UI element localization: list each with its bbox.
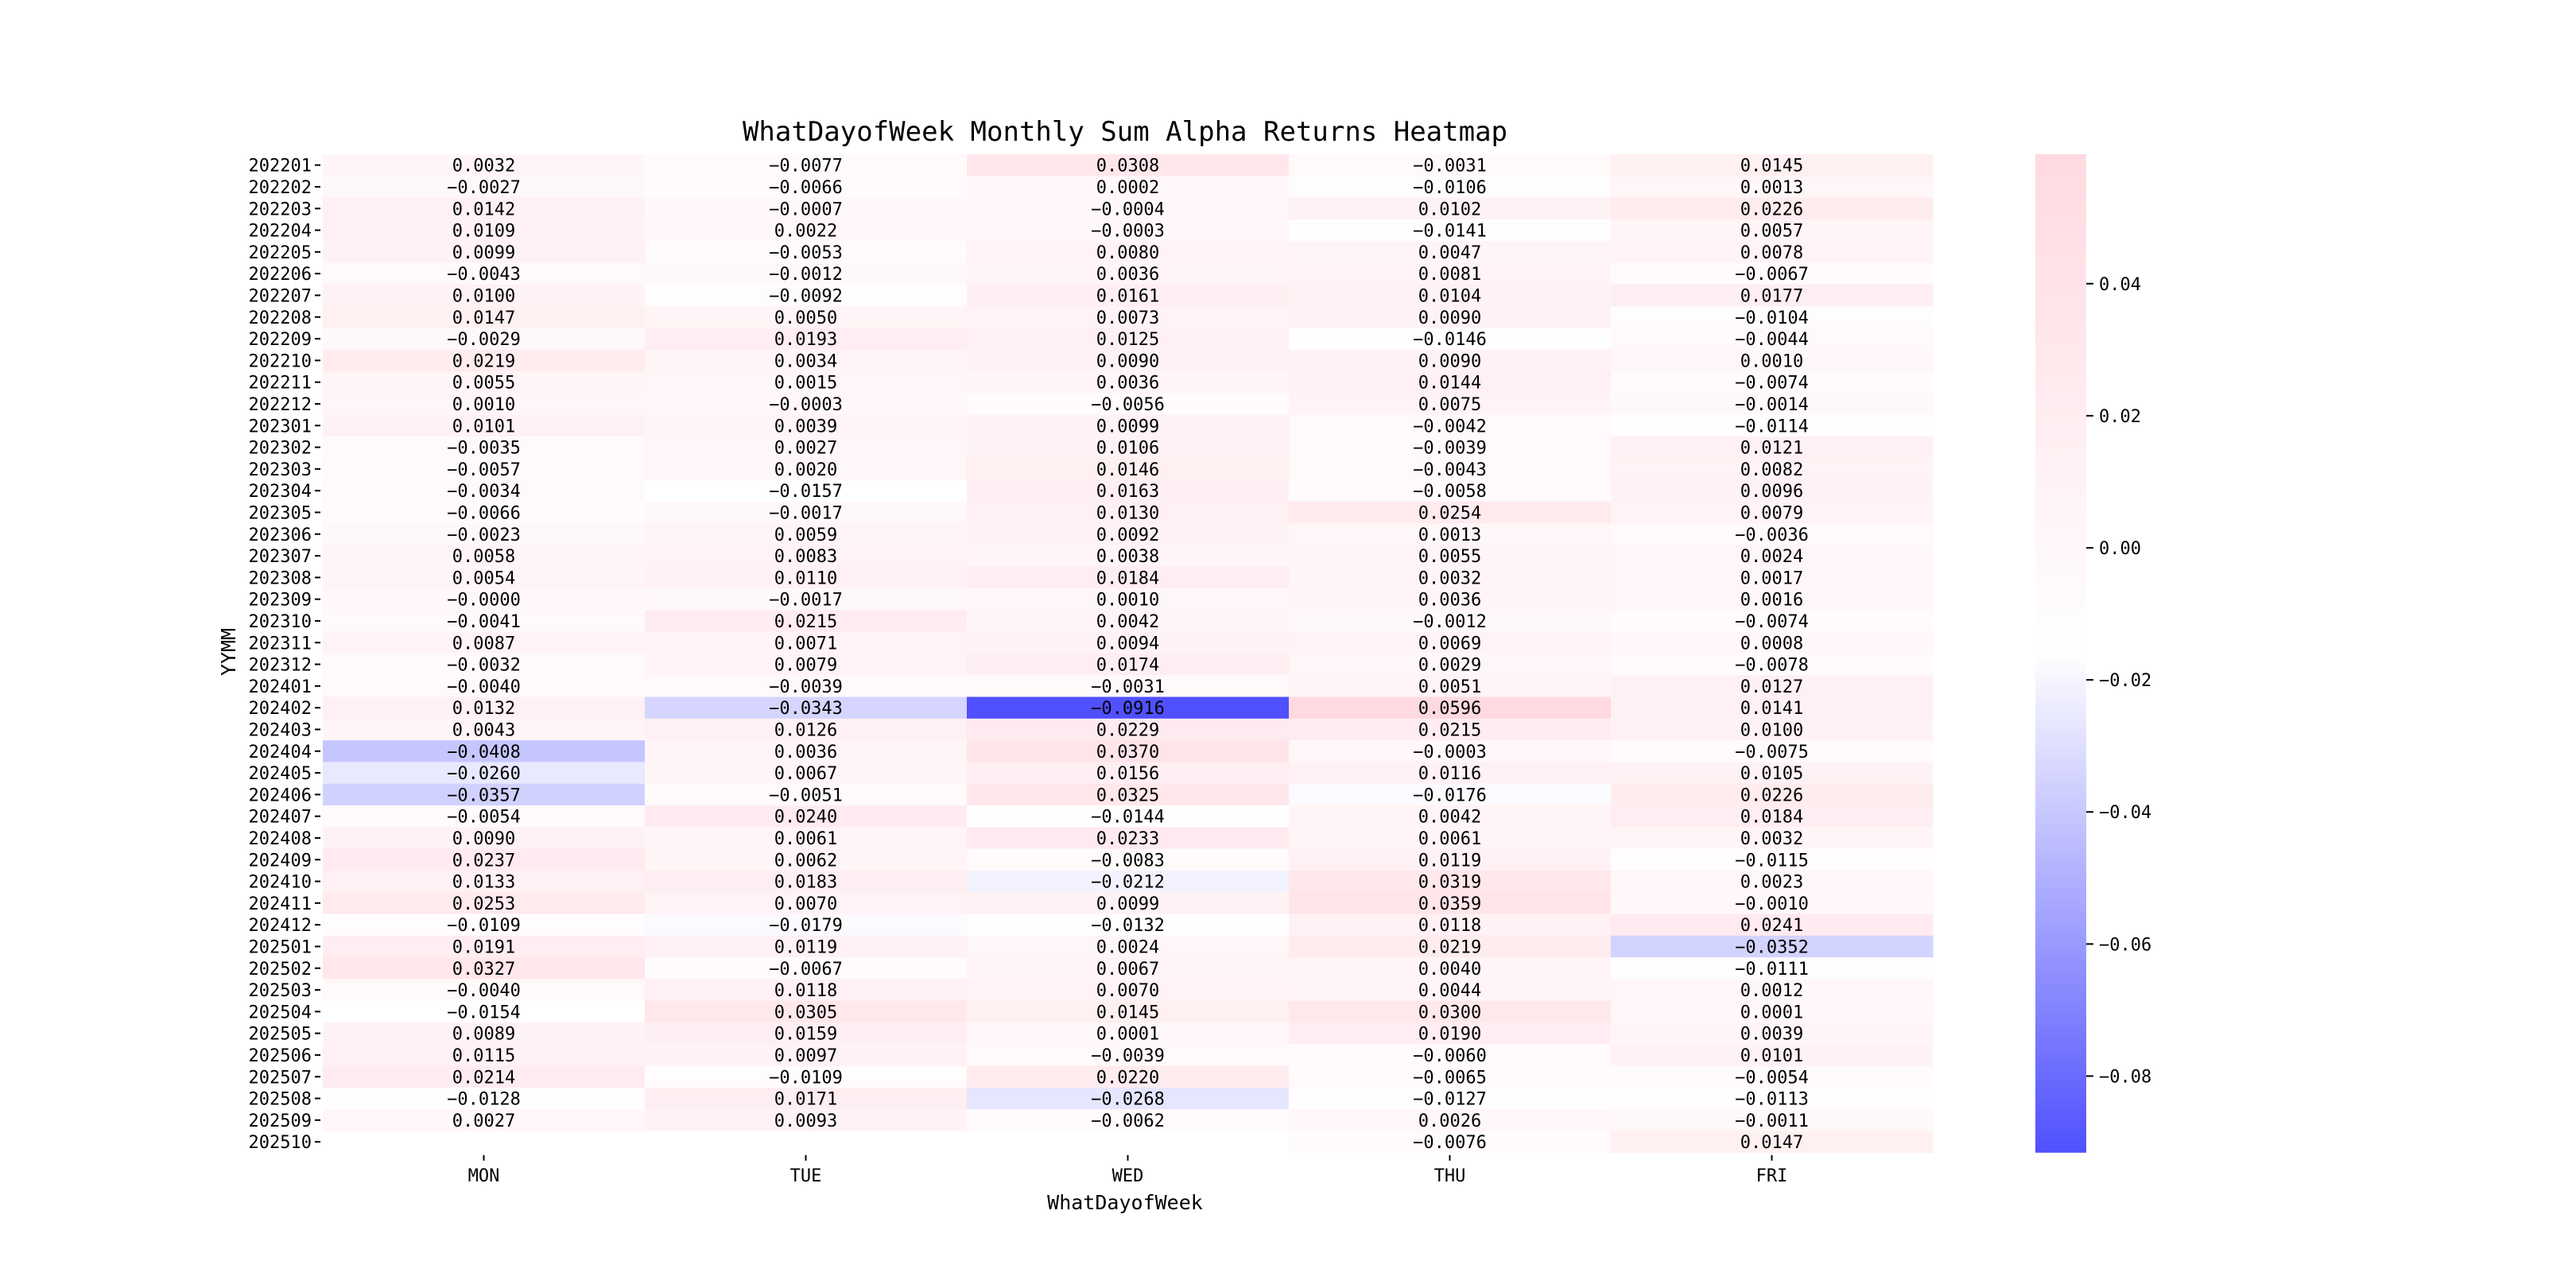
- cell-value-label: −0.0066: [447, 503, 521, 524]
- cell-value-label: 0.0219: [1418, 937, 1482, 958]
- cell-value-label: −0.0017: [769, 590, 843, 611]
- cell-value-label: 0.0044: [1418, 981, 1482, 1002]
- row-label: 202210: [248, 351, 312, 372]
- row-label: 202304: [248, 482, 312, 502]
- cell-value-label: 0.0067: [1096, 959, 1160, 980]
- cell-value-label: −0.0074: [1735, 611, 1809, 632]
- colorbar-tick-label: −0.08: [2099, 1067, 2152, 1088]
- cell-value-label: 0.0099: [1096, 417, 1160, 437]
- row-label: 202201: [248, 156, 312, 177]
- cell-value-label: 0.0106: [1096, 438, 1160, 459]
- cell-value-label: −0.0017: [769, 503, 843, 524]
- cell-value-label: 0.0300: [1418, 1003, 1482, 1023]
- row-label: 202411: [248, 894, 312, 914]
- cell-value-label: 0.0214: [452, 1068, 516, 1088]
- cell-value-label: −0.0014: [1735, 394, 1809, 415]
- column-label: THU: [1433, 1166, 1466, 1186]
- row-label: 202407: [248, 807, 312, 828]
- cell-value-label: 0.0327: [452, 959, 516, 980]
- cell-value-label: 0.0118: [1418, 916, 1482, 937]
- cell-value-label: 0.0016: [1740, 590, 1804, 611]
- cell-value-label: 0.0012: [1740, 981, 1804, 1002]
- cell-value-label: 0.0075: [1418, 394, 1482, 415]
- cell-value-label: −0.0408: [447, 742, 521, 762]
- cell-value-label: −0.0034: [447, 482, 521, 502]
- y-axis-label: YYMM: [217, 627, 240, 677]
- cell-value-label: 0.0067: [774, 764, 838, 785]
- row-label: 202302: [248, 438, 312, 459]
- cell-value-label: 0.0100: [452, 286, 516, 307]
- cell-value-label: −0.0029: [447, 330, 521, 351]
- cell-value-label: 0.0220: [1096, 1068, 1160, 1088]
- row-label: 202211: [248, 373, 312, 394]
- cell-value-label: 0.0024: [1740, 547, 1804, 568]
- cell-value-label: −0.0040: [447, 677, 521, 697]
- cell-value-label: 0.0001: [1740, 1003, 1804, 1023]
- cell-value-label: −0.0012: [769, 265, 843, 285]
- cell-value-label: −0.0056: [1091, 394, 1165, 415]
- row-label: 202408: [248, 828, 312, 849]
- cell-value-label: 0.0001: [1096, 1024, 1160, 1045]
- cell-value-label: −0.0076: [1413, 1133, 1487, 1154]
- cell-value-label: 0.0054: [452, 568, 516, 589]
- cell-value-label: −0.0032: [447, 655, 521, 676]
- cell-value-label: 0.0020: [774, 460, 838, 480]
- cell-value-label: −0.0043: [447, 265, 521, 285]
- cell-value-label: 0.0305: [774, 1003, 838, 1023]
- cell-value-label: 0.0308: [1096, 156, 1160, 177]
- row-label: 202406: [248, 786, 312, 806]
- cell-value-label: 0.0043: [452, 720, 516, 741]
- cell-value-label: 0.0130: [1096, 503, 1160, 524]
- column-label: TUE: [789, 1166, 822, 1186]
- cell-value-label: 0.0008: [1740, 634, 1804, 654]
- cell-value-label: 0.0062: [774, 851, 838, 871]
- cell-value-label: 0.0145: [1096, 1003, 1160, 1023]
- cell-value-label: 0.0092: [1096, 525, 1160, 545]
- cell-value-label: 0.0027: [452, 1111, 516, 1131]
- row-label: 202506: [248, 1046, 312, 1066]
- cell-value-label: −0.0067: [1735, 265, 1809, 285]
- cell-value-label: 0.0184: [1740, 807, 1804, 828]
- cell-value-label: 0.0119: [774, 937, 838, 958]
- cell-value-label: −0.0041: [447, 611, 521, 632]
- row-label: 202208: [248, 308, 312, 328]
- cell-value-label: 0.0099: [1096, 894, 1160, 914]
- row-label: 202209: [248, 330, 312, 351]
- cell-value-label: −0.0054: [1735, 1068, 1809, 1088]
- cell-value-label: −0.0044: [1735, 330, 1809, 351]
- cell-value-label: 0.0078: [1740, 242, 1804, 263]
- cell-value-label: 0.0159: [774, 1024, 838, 1045]
- cell-value-label: −0.0031: [1091, 677, 1165, 697]
- cell-value-label: 0.0142: [452, 200, 516, 220]
- cell-value-label: 0.0127: [1740, 677, 1804, 697]
- cell-value-label: 0.0017: [1740, 568, 1804, 589]
- cell-value-label: 0.0023: [1740, 872, 1804, 893]
- cell-value-label: 0.0174: [1096, 655, 1160, 676]
- column-labels: [468, 1155, 1788, 1186]
- cell-value-label: −0.0141: [1413, 221, 1487, 242]
- cell-value-label: −0.0060: [1413, 1046, 1487, 1066]
- cell-value-label: 0.0024: [1096, 937, 1160, 958]
- cell-value-label: −0.0035: [447, 438, 521, 459]
- cell-value-label: −0.0023: [447, 525, 521, 545]
- cell-value-label: 0.0359: [1418, 894, 1482, 914]
- cell-value-label: 0.0229: [1096, 720, 1160, 741]
- cell-value-label: 0.0116: [1418, 764, 1482, 785]
- cell-value-label: 0.0059: [774, 525, 838, 545]
- cell-value-label: 0.0184: [1096, 568, 1160, 589]
- cell-value-label: −0.0053: [769, 242, 843, 263]
- cell-value-label: 0.0101: [1740, 1046, 1804, 1066]
- cell-value-label: 0.0161: [1096, 286, 1160, 307]
- cell-value-label: 0.0132: [452, 699, 516, 720]
- cell-value-label: 0.0036: [774, 742, 838, 762]
- cell-value-label: 0.0083: [774, 547, 838, 568]
- cell-value-label: 0.0147: [1740, 1133, 1804, 1154]
- cell-value-label: 0.0171: [774, 1089, 838, 1110]
- cell-value-label: −0.0212: [1091, 872, 1165, 893]
- cell-value-label: 0.0100: [1740, 720, 1804, 741]
- cell-value-label: 0.0215: [1418, 720, 1482, 741]
- row-label: 202212: [248, 394, 312, 415]
- cell-value-label: −0.0051: [769, 786, 843, 806]
- cell-value-label: 0.0102: [1418, 200, 1482, 220]
- cell-value-label: 0.0183: [774, 872, 838, 893]
- colorbar-tick-label: 0.02: [2099, 406, 2141, 427]
- row-label: 202502: [248, 959, 312, 980]
- cell-value-label: −0.0012: [1413, 611, 1487, 632]
- cell-value-label: −0.0154: [447, 1003, 521, 1023]
- cell-value-label: 0.0226: [1740, 786, 1804, 806]
- cell-value-label: 0.0325: [1096, 786, 1160, 806]
- cell-value-label: 0.0147: [452, 308, 516, 328]
- row-label: 202204: [248, 221, 312, 242]
- row-label: 202405: [248, 764, 312, 785]
- cell-value-label: 0.0080: [1096, 242, 1160, 263]
- cell-value-label: 0.0081: [1418, 265, 1482, 285]
- row-label: 202402: [248, 699, 312, 720]
- row-label: 202312: [248, 655, 312, 676]
- cell-value-label: 0.0071: [774, 634, 838, 654]
- cell-value-label: −0.0916: [1091, 699, 1165, 720]
- cell-value-label: 0.0022: [774, 221, 838, 242]
- cell-value-label: 0.0219: [452, 351, 516, 372]
- x-axis-label: WhatDayofWeek: [1047, 1191, 1203, 1214]
- row-label: 202202: [248, 177, 312, 198]
- cell-value-label: −0.0003: [769, 394, 843, 415]
- cell-value-label: 0.0240: [774, 807, 838, 828]
- cell-value-label: 0.0050: [774, 308, 838, 328]
- cell-value-label: 0.0094: [1096, 634, 1160, 654]
- cell-value-label: 0.0596: [1418, 699, 1482, 720]
- cell-value-label: 0.0013: [1418, 525, 1482, 545]
- row-label: 202301: [248, 417, 312, 437]
- cell-value-label: −0.0058: [1413, 482, 1487, 502]
- row-label: 202403: [248, 720, 312, 741]
- cell-value-label: 0.0069: [1418, 634, 1482, 654]
- cell-value-label: 0.0118: [774, 981, 838, 1002]
- row-label: 202307: [248, 547, 312, 568]
- cell-value-label: −0.0074: [1735, 373, 1809, 394]
- cell-value-label: 0.0079: [1740, 503, 1804, 524]
- cell-value-label: −0.0075: [1735, 742, 1809, 762]
- cell-value-label: 0.0061: [1418, 828, 1482, 849]
- cell-value-label: −0.0078: [1735, 655, 1809, 676]
- row-label: 202206: [248, 265, 312, 285]
- row-label: 202503: [248, 981, 312, 1002]
- row-label: 202205: [248, 242, 312, 263]
- column-label: FRI: [1755, 1166, 1788, 1186]
- cell-value-label: 0.0061: [774, 828, 838, 849]
- cell-value-label: 0.0070: [774, 894, 838, 914]
- cell-value-label: −0.0268: [1091, 1089, 1165, 1110]
- cell-value-label: −0.0083: [1091, 851, 1165, 871]
- cell-value-label: −0.0054: [447, 807, 521, 828]
- row-label: 202309: [248, 590, 312, 611]
- cell-value-label: 0.0087: [452, 634, 516, 654]
- cell-value-label: 0.0026: [1418, 1111, 1482, 1131]
- cell-value-label: 0.0233: [1096, 828, 1160, 849]
- cell-value-label: 0.0010: [1096, 590, 1160, 611]
- cell-value-label: 0.0002: [1096, 177, 1160, 198]
- cell-value-label: 0.0015: [774, 373, 838, 394]
- colorbar-tick-label: 0.04: [2099, 274, 2141, 295]
- cell-value-label: −0.0066: [769, 177, 843, 198]
- cell-value-label: 0.0253: [452, 894, 516, 914]
- cell-value-label: 0.0141: [1740, 699, 1804, 720]
- row-label: 202311: [248, 634, 312, 654]
- cell-value-label: −0.0260: [447, 764, 521, 785]
- row-label: 202508: [248, 1089, 312, 1110]
- cell-value-label: 0.0073: [1096, 308, 1160, 328]
- colorbar-tick-label: −0.02: [2099, 671, 2152, 692]
- cell-value-label: −0.0127: [1413, 1089, 1487, 1110]
- cell-value-label: −0.0007: [769, 200, 843, 220]
- cell-value-label: −0.0003: [1091, 221, 1165, 242]
- cell-value-label: 0.0010: [1740, 351, 1804, 372]
- cell-value-label: −0.0077: [769, 156, 843, 177]
- cell-value-label: 0.0193: [774, 330, 838, 351]
- cell-value-label: −0.0352: [1735, 937, 1809, 958]
- cell-value-label: 0.0013: [1740, 177, 1804, 198]
- cell-value-label: −0.0146: [1413, 330, 1487, 351]
- row-label: 202203: [248, 200, 312, 220]
- cell-value-label: 0.0370: [1096, 742, 1160, 762]
- cell-value-label: −0.0003: [1413, 742, 1487, 762]
- cell-value-label: −0.0027: [447, 177, 521, 198]
- cell-value-label: 0.0096: [1740, 482, 1804, 502]
- cell-value-label: 0.0105: [1740, 764, 1804, 785]
- cell-value-label: −0.0128: [447, 1089, 521, 1110]
- row-label: 202306: [248, 525, 312, 545]
- cell-value-label: 0.0058: [452, 547, 516, 568]
- cell-value-label: 0.0036: [1418, 590, 1482, 611]
- cell-value-label: 0.0145: [1740, 156, 1804, 177]
- row-label: 202409: [248, 851, 312, 871]
- cell-value-label: 0.0057: [1740, 221, 1804, 242]
- cell-value-label: 0.0042: [1418, 807, 1482, 828]
- cell-value-label: 0.0146: [1096, 460, 1160, 480]
- cell-value-label: −0.0039: [769, 677, 843, 697]
- cell-value-label: −0.0106: [1413, 177, 1487, 198]
- cell-value-label: 0.0215: [774, 611, 838, 632]
- column-label: MON: [467, 1166, 500, 1186]
- cell-value-label: 0.0254: [1418, 503, 1482, 524]
- cell-value-label: 0.0027: [774, 438, 838, 459]
- cell-value-label: 0.0029: [1418, 655, 1482, 676]
- cell-value-label: 0.0156: [1096, 764, 1160, 785]
- cell-value-label: 0.0133: [452, 872, 516, 893]
- row-label: 202404: [248, 742, 312, 762]
- cell-value-label: 0.0093: [774, 1111, 838, 1131]
- cell-value-label: 0.0036: [1096, 373, 1160, 394]
- cell-value-label: 0.0042: [1096, 611, 1160, 632]
- cell-value-label: 0.0241: [1740, 916, 1804, 937]
- cell-value-label: 0.0177: [1740, 286, 1804, 307]
- cell-value-label: 0.0104: [1418, 286, 1482, 307]
- cell-value-label: 0.0163: [1096, 482, 1160, 502]
- row-label: 202510: [248, 1133, 312, 1154]
- row-label: 202310: [248, 611, 312, 632]
- cell-value-label: −0.0144: [1091, 807, 1165, 828]
- colorbar-tick-label: 0.00: [2099, 539, 2141, 560]
- cell-value-label: −0.0132: [1091, 916, 1165, 937]
- cell-value-label: −0.0040: [447, 981, 521, 1002]
- cell-value-label: 0.0125: [1096, 330, 1160, 351]
- cell-value-label: 0.0097: [774, 1046, 838, 1066]
- cell-value-label: 0.0038: [1096, 547, 1160, 568]
- row-label: 202412: [248, 916, 312, 937]
- cell-value-label: 0.0115: [452, 1046, 516, 1066]
- cell-value-label: −0.0043: [1413, 460, 1487, 480]
- cell-value-label: 0.0082: [1740, 460, 1804, 480]
- cell-value-label: 0.0010: [452, 394, 516, 415]
- row-label: 202504: [248, 1003, 312, 1023]
- cell-value-label: 0.0034: [774, 351, 838, 372]
- cell-value-label: 0.0090: [1418, 351, 1482, 372]
- colorbar: [2035, 154, 2086, 1153]
- cell-value-label: −0.0176: [1413, 786, 1487, 806]
- row-label: 202507: [248, 1068, 312, 1088]
- cell-value-label: −0.0039: [1091, 1046, 1165, 1066]
- row-label: 202505: [248, 1024, 312, 1045]
- cell-value-label: −0.0113: [1735, 1089, 1809, 1110]
- cell-value-label: −0.0042: [1413, 417, 1487, 437]
- cell-value-label: 0.0110: [774, 568, 838, 589]
- cell-value-label: 0.0119: [1418, 851, 1482, 871]
- cell-value-label: 0.0191: [452, 937, 516, 958]
- row-label: 202501: [248, 937, 312, 958]
- cell-value-label: −0.0057: [447, 460, 521, 480]
- cell-value-label: 0.0144: [1418, 373, 1482, 394]
- cell-value-label: 0.0070: [1096, 981, 1160, 1002]
- row-label: 202303: [248, 460, 312, 480]
- cell-value-label: 0.0121: [1740, 438, 1804, 459]
- row-label: 202207: [248, 286, 312, 307]
- colorbar-ticks: [2086, 275, 2151, 1088]
- cell-value-label: −0.0109: [769, 1068, 843, 1088]
- cell-value-label: 0.0126: [774, 720, 838, 741]
- cell-value-label: −0.0115: [1735, 851, 1809, 871]
- cell-value-label: −0.0031: [1413, 156, 1487, 177]
- cell-value-label: −0.0114: [1735, 417, 1809, 437]
- cell-value-label: 0.0039: [1740, 1024, 1804, 1045]
- cell-value-label: 0.0039: [774, 417, 838, 437]
- cell-value-label: −0.0011: [1735, 1111, 1809, 1131]
- cell-value-label: 0.0032: [452, 156, 516, 177]
- cell-value-label: −0.0036: [1735, 525, 1809, 545]
- cell-value-label: 0.0051: [1418, 677, 1482, 697]
- cell-value-label: 0.0036: [1096, 265, 1160, 285]
- cell-value-label: −0.0104: [1735, 308, 1809, 328]
- cell-value-label: −0.0357: [447, 786, 521, 806]
- cell-value-label: −0.0000: [447, 590, 521, 611]
- cell-value-label: −0.0004: [1091, 200, 1165, 220]
- row-label: 202401: [248, 677, 312, 697]
- cell-value-label: 0.0055: [1418, 547, 1482, 568]
- cell-value-label: 0.0101: [452, 417, 516, 437]
- cell-value-label: 0.0099: [452, 242, 516, 263]
- cell-value-label: −0.0067: [769, 959, 843, 980]
- cell-value-label: 0.0055: [452, 373, 516, 394]
- row-label: 202308: [248, 568, 312, 589]
- cell-value-label: −0.0109: [447, 916, 521, 937]
- cell-value-label: 0.0079: [774, 655, 838, 676]
- column-label: WED: [1111, 1166, 1144, 1186]
- colorbar-tick-label: −0.04: [2099, 803, 2152, 824]
- row-label: 202509: [248, 1111, 312, 1131]
- row-label: 202410: [248, 872, 312, 893]
- cell-value-label: 0.0032: [1418, 568, 1482, 589]
- row-label: 202305: [248, 503, 312, 524]
- cell-value-label: 0.0319: [1418, 872, 1482, 893]
- cell-value-label: 0.0109: [452, 221, 516, 242]
- cell-value-label: 0.0237: [452, 851, 516, 871]
- cell-value-label: −0.0039: [1413, 438, 1487, 459]
- cell-value-label: −0.0062: [1091, 1111, 1165, 1131]
- cell-value-label: 0.0089: [452, 1024, 516, 1045]
- cell-value-label: 0.0032: [1740, 828, 1804, 849]
- colorbar-tick-label: −0.06: [2099, 935, 2152, 956]
- cell-value-label: 0.0040: [1418, 959, 1482, 980]
- cell-value-label: −0.0343: [769, 699, 843, 720]
- cell-value-label: 0.0090: [1096, 351, 1160, 372]
- cell-value-label: −0.0157: [769, 482, 843, 502]
- cell-value-label: 0.0047: [1418, 242, 1482, 263]
- cell-value-label: 0.0226: [1740, 200, 1804, 220]
- chart-title: WhatDayofWeek Monthly Sum Alpha Returns Heatmap: [742, 116, 1508, 148]
- row-labels: [249, 157, 320, 1154]
- cell-value-label: −0.0010: [1735, 894, 1809, 914]
- cell-value-label: −0.0065: [1413, 1068, 1487, 1088]
- cell-value-label: −0.0092: [769, 286, 843, 307]
- cell-value-label: 0.0090: [1418, 308, 1482, 328]
- cell-value-label: −0.0111: [1735, 959, 1809, 980]
- heatmap-cells: [323, 154, 1934, 1153]
- cell-value-label: 0.0190: [1418, 1024, 1482, 1045]
- cell-value-label: −0.0179: [769, 916, 843, 937]
- cell-value-label: 0.0090: [452, 828, 516, 849]
